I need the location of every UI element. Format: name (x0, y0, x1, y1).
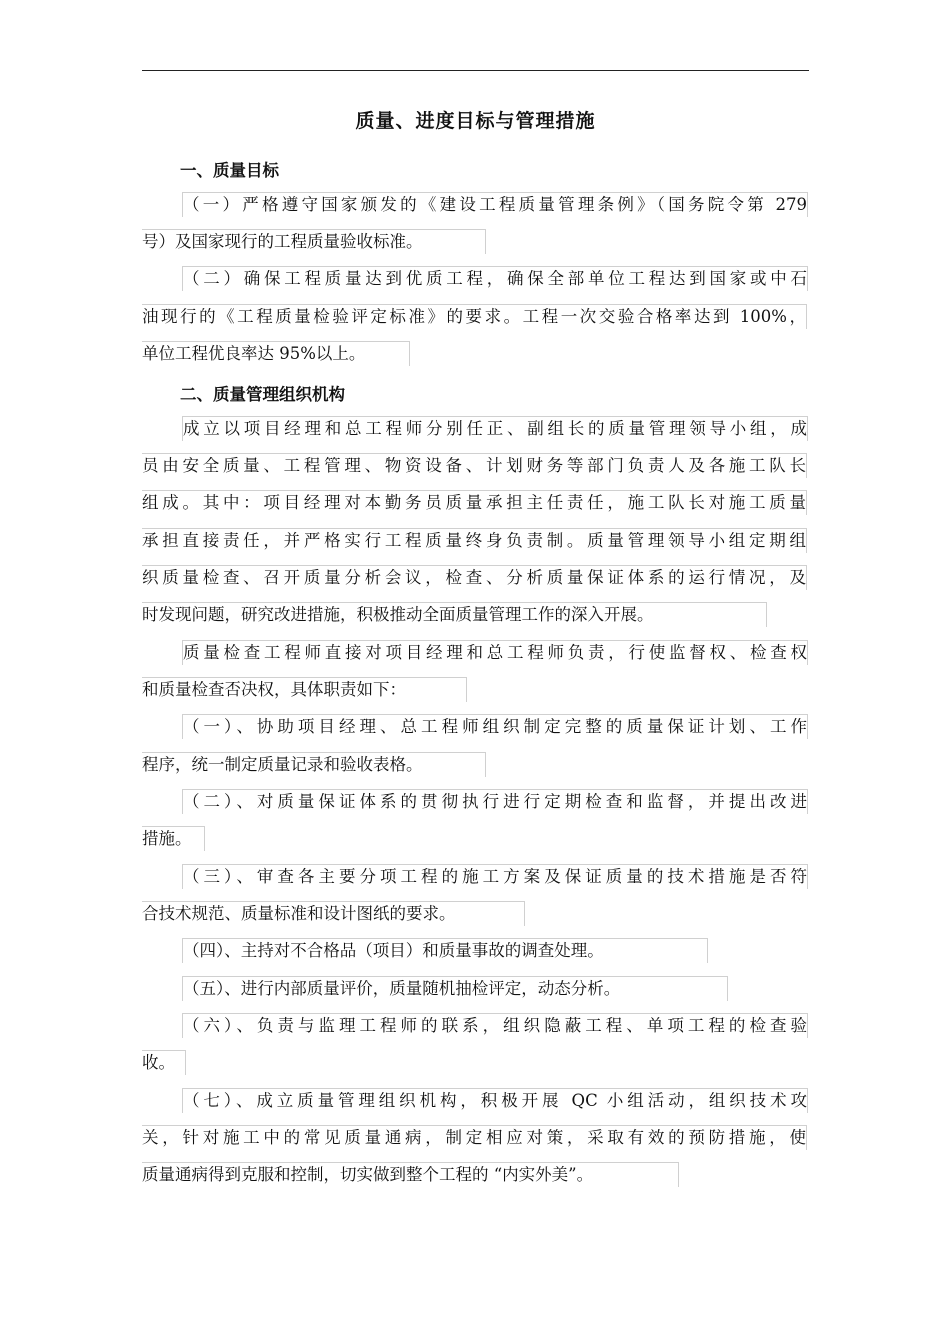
duty-item-2: （二）、对质量保证体系的贯彻执行进行定期检查和监督，并提出改进 (182, 789, 808, 814)
paragraph-line: 时发现问题，研究改进措施，积极推动全面质量管理工作的深入开展。 (142, 602, 767, 627)
section-heading-quality-goals: 一、质量目标 (180, 161, 279, 180)
duty-item-7: （七）、成立质量管理组织机构，积极开展 QC 小组活动，组织技术攻 (182, 1088, 808, 1113)
paragraph-line: 号）及国家现行的工程质量验收标准。 (142, 229, 486, 254)
paragraph-line: 成立以项目经理和总工程师分别任正、副组长的质量管理领导小组，成 (182, 416, 808, 441)
paragraph-line: （一）严格遵守国家颁发的《建设工程质量管理条例》（国务院令第 279 (182, 192, 808, 217)
section-heading-quality-organization: 二、质量管理组织机构 (180, 385, 345, 404)
paragraph-line: 组成。其中：项目经理对本勤务员质量承担主任责任，施工队长对施工质量 (142, 490, 807, 515)
paragraph-line: 收。 (142, 1050, 186, 1075)
paragraph-line: 单位工程优良率达 95%以上。 (142, 341, 410, 366)
duty-item-5: （五）、进行内部质量评价，质量随机抽检评定，动态分析。 (182, 976, 728, 1001)
paragraph-line: 员由安全质量、工程管理、物资设备、计划财务等部门负责人及各施工队长 (142, 453, 807, 478)
paragraph-line: 油现行的《工程质量检验评定标准》的要求。工程一次交验合格率达到 100%， (142, 304, 807, 329)
paragraph-line: 质量检查工程师直接对项目经理和总工程师负责，行使监督权、检查权 (182, 640, 808, 665)
paragraph-line: 承担直接责任，并严格实行工程质量终身负责制。质量管理领导小组定期组 (142, 528, 807, 553)
paragraph-line: 措施。 (142, 826, 205, 851)
paragraph-line: 程序，统一制定质量记录和验收表格。 (142, 752, 486, 777)
paragraph-line: （二）确保工程质量达到优质工程，确保全部单位工程达到国家或中石 (182, 266, 808, 291)
paragraph-line: 质量通病得到克服和控制，切实做到整个工程的 “内实外美”。 (142, 1162, 679, 1187)
paragraph-line: 和质量检查否决权，具体职责如下： (142, 677, 467, 702)
paragraph-line: 关，针对施工中的常见质量通病，制定相应对策，采取有效的预防措施，使 (142, 1125, 807, 1150)
paragraph-line: 织质量检查、召开质量分析会议，检查、分析质量保证体系的运行情况，及 (142, 565, 807, 590)
paragraph-line: 合技术规范、质量标准和设计图纸的要求。 (142, 901, 525, 926)
duty-item-1: （一）、协助项目经理、总工程师组织制定完整的质量保证计划、工作 (182, 714, 808, 739)
document-title: 质量、进度目标与管理措施 (355, 110, 596, 132)
duty-item-3: （三）、审查各主要分项工程的施工方案及保证质量的技术措施是否符 (182, 864, 808, 889)
duty-item-4: （四）、主持对不合格品（项目）和质量事故的调查处理。 (182, 938, 708, 963)
duty-item-6: （六）、负责与监理工程师的联系，组织隐蔽工程、单项工程的检查验 (182, 1013, 808, 1038)
top-rule (142, 70, 809, 71)
